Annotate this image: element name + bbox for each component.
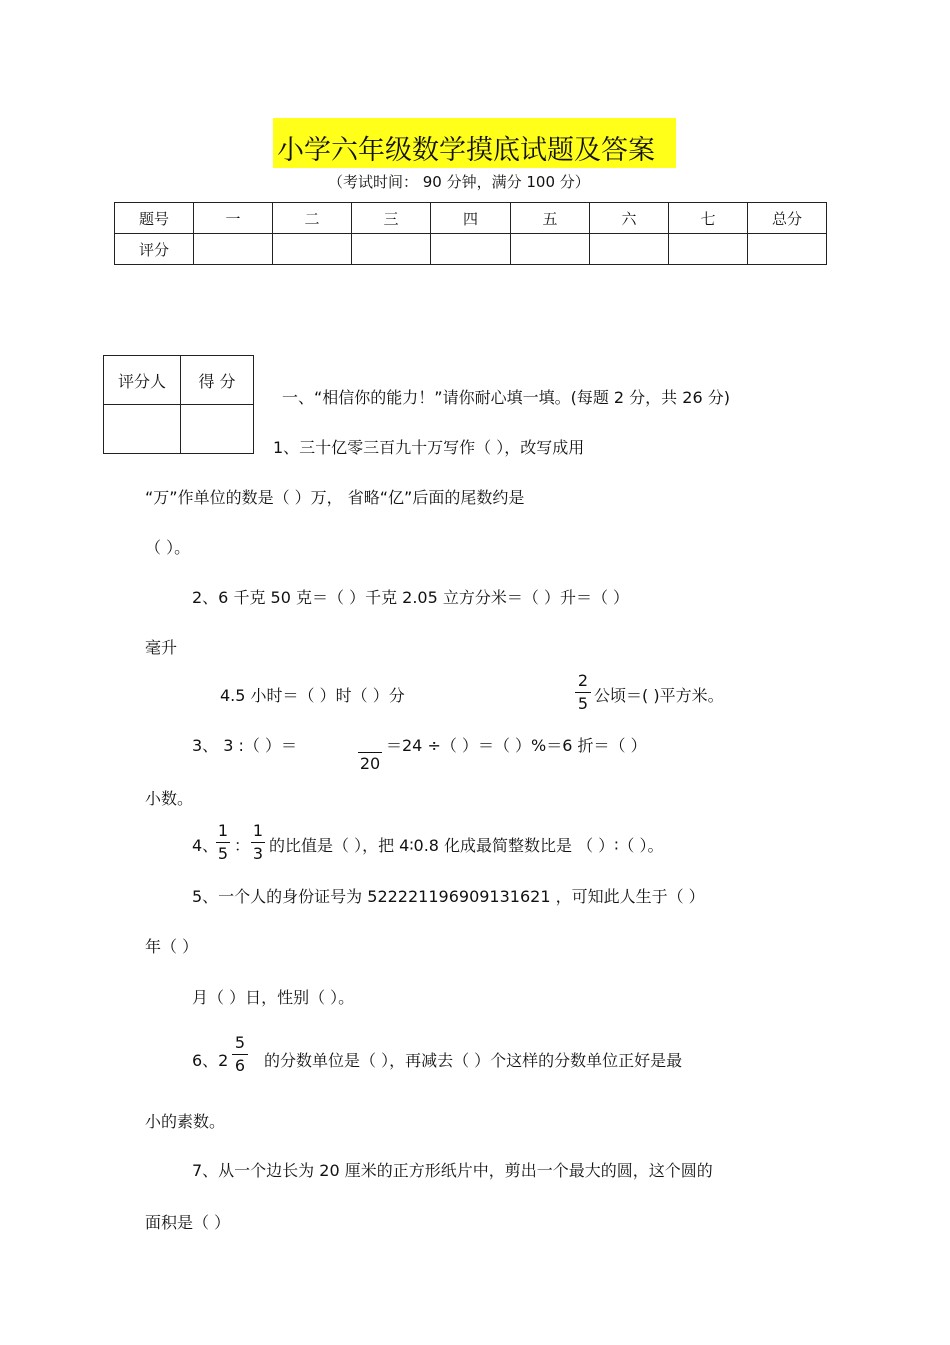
- question-2-line-2: 毫升: [145, 638, 178, 657]
- fraction-denominator: 5: [217, 844, 229, 863]
- fraction-bar: [251, 842, 265, 843]
- fraction-denominator: 3: [252, 844, 264, 863]
- score-cell[interactable]: [273, 234, 352, 265]
- fraction-bar: [358, 752, 382, 753]
- header-cell: 七: [669, 203, 748, 234]
- score-cell[interactable]: [511, 234, 590, 265]
- score-table-score-row: [115, 234, 827, 265]
- question-1-line-2: “万”作单位的数是（ ）万， 省略“亿”后面的尾数约是: [145, 488, 525, 507]
- fraction-bar: [232, 1054, 248, 1055]
- header-cell: 题号: [115, 203, 194, 234]
- question-6-line-2: 小的素数。: [145, 1112, 226, 1131]
- question-2-hectare: 公顷＝( )平方米。: [594, 686, 724, 705]
- title-highlight: [273, 118, 676, 168]
- fraction-numerator-blank[interactable]: [358, 732, 382, 750]
- score-cell[interactable]: [748, 234, 827, 265]
- page-title: 小学六年级数学摸底试题及答案: [277, 135, 655, 166]
- grader-label: 评分人: [104, 356, 181, 405]
- grader-table: [103, 355, 254, 454]
- question-3-line-2: 小数。: [145, 789, 194, 808]
- fraction-two-fifths: [575, 672, 591, 713]
- question-1-line-1: 1、三十亿零三百九十万写作（ ），改写成用: [273, 438, 585, 457]
- fraction-numerator: 5: [234, 1033, 246, 1052]
- score-cell[interactable]: [431, 234, 511, 265]
- score-cell[interactable]: [194, 234, 273, 265]
- question-6-text: 的分数单位是（ ），再减去（ ）个这样的分数单位正好是最: [264, 1051, 683, 1070]
- question-4-text: 的比值是（ ），把 4∶0.8 化成最简整数比是 （ ）∶（ ）。: [269, 836, 664, 855]
- ratio-colon: ：: [234, 836, 251, 855]
- fraction-numerator: 1: [217, 821, 229, 840]
- fraction-denominator: 6: [234, 1056, 246, 1075]
- score-table-header-row: [115, 203, 827, 234]
- header-cell: 二: [273, 203, 352, 234]
- header-cell: 总分: [748, 203, 827, 234]
- header-cell: 三: [352, 203, 431, 234]
- question-5-line-2: 年（ ）: [145, 937, 199, 956]
- fraction-bar: [575, 692, 591, 693]
- header-cell: 一: [194, 203, 273, 234]
- question-2-line-3: 4.5 小时＝（ ）时（ ）分: [220, 686, 405, 705]
- fraction-denominator: 5: [577, 694, 589, 713]
- fraction-over-twenty: [358, 732, 382, 773]
- row-label: 评分: [115, 234, 194, 265]
- question-2-line-1: 2、6 千克 50 克＝（ ）千克 2.05 立方分米＝（ ）升＝（ ）: [192, 588, 630, 607]
- fraction-one-fifth: [216, 822, 230, 863]
- question-7-line-1: 7、从一个边长为 20 厘米的正方形纸片中，剪出一个最大的圆，这个圆的: [192, 1161, 713, 1180]
- fraction-numerator: 1: [252, 821, 264, 840]
- question-6-number: 6、2: [192, 1051, 229, 1070]
- score-table: [114, 202, 827, 265]
- question-4-number: 4、: [192, 836, 219, 855]
- fraction-one-third: [251, 822, 265, 863]
- question-5-line-1: 5、一个人的身份证号为 522221196909131621 ，可知此人生于（ ）: [192, 887, 705, 906]
- score-cell[interactable]: [590, 234, 669, 265]
- fraction-numerator: 2: [577, 671, 589, 690]
- section-heading: 一、“相信你的能力！”请你耐心填一填。(每题 2 分，共 26 分): [282, 388, 730, 407]
- score-cell[interactable]: [352, 234, 431, 265]
- question-5-line-3: 月（ ）日，性别（ ）。: [192, 988, 355, 1007]
- question-3-part-b: ＝24 ÷（ ）＝（ ）%＝6 折＝（ ）: [386, 736, 647, 755]
- fraction-denominator: 20: [359, 754, 381, 773]
- score-cell[interactable]: [181, 405, 254, 454]
- question-1-line-3: （ ）。: [145, 538, 191, 557]
- exam-info: （考试时间： 90 分钟，满分 100 分）: [328, 173, 590, 191]
- score-label: 得 分: [181, 356, 254, 405]
- question-3-part-a: 3、 3 :（ ）＝: [192, 736, 298, 755]
- header-cell: 六: [590, 203, 669, 234]
- header-cell: 五: [511, 203, 590, 234]
- grader-cell[interactable]: [104, 405, 181, 454]
- fraction-bar: [216, 842, 230, 843]
- header-cell: 四: [431, 203, 511, 234]
- question-7-line-2: 面积是（ ）: [145, 1213, 231, 1232]
- score-cell[interactable]: [669, 234, 748, 265]
- fraction-five-sixths: [232, 1034, 248, 1075]
